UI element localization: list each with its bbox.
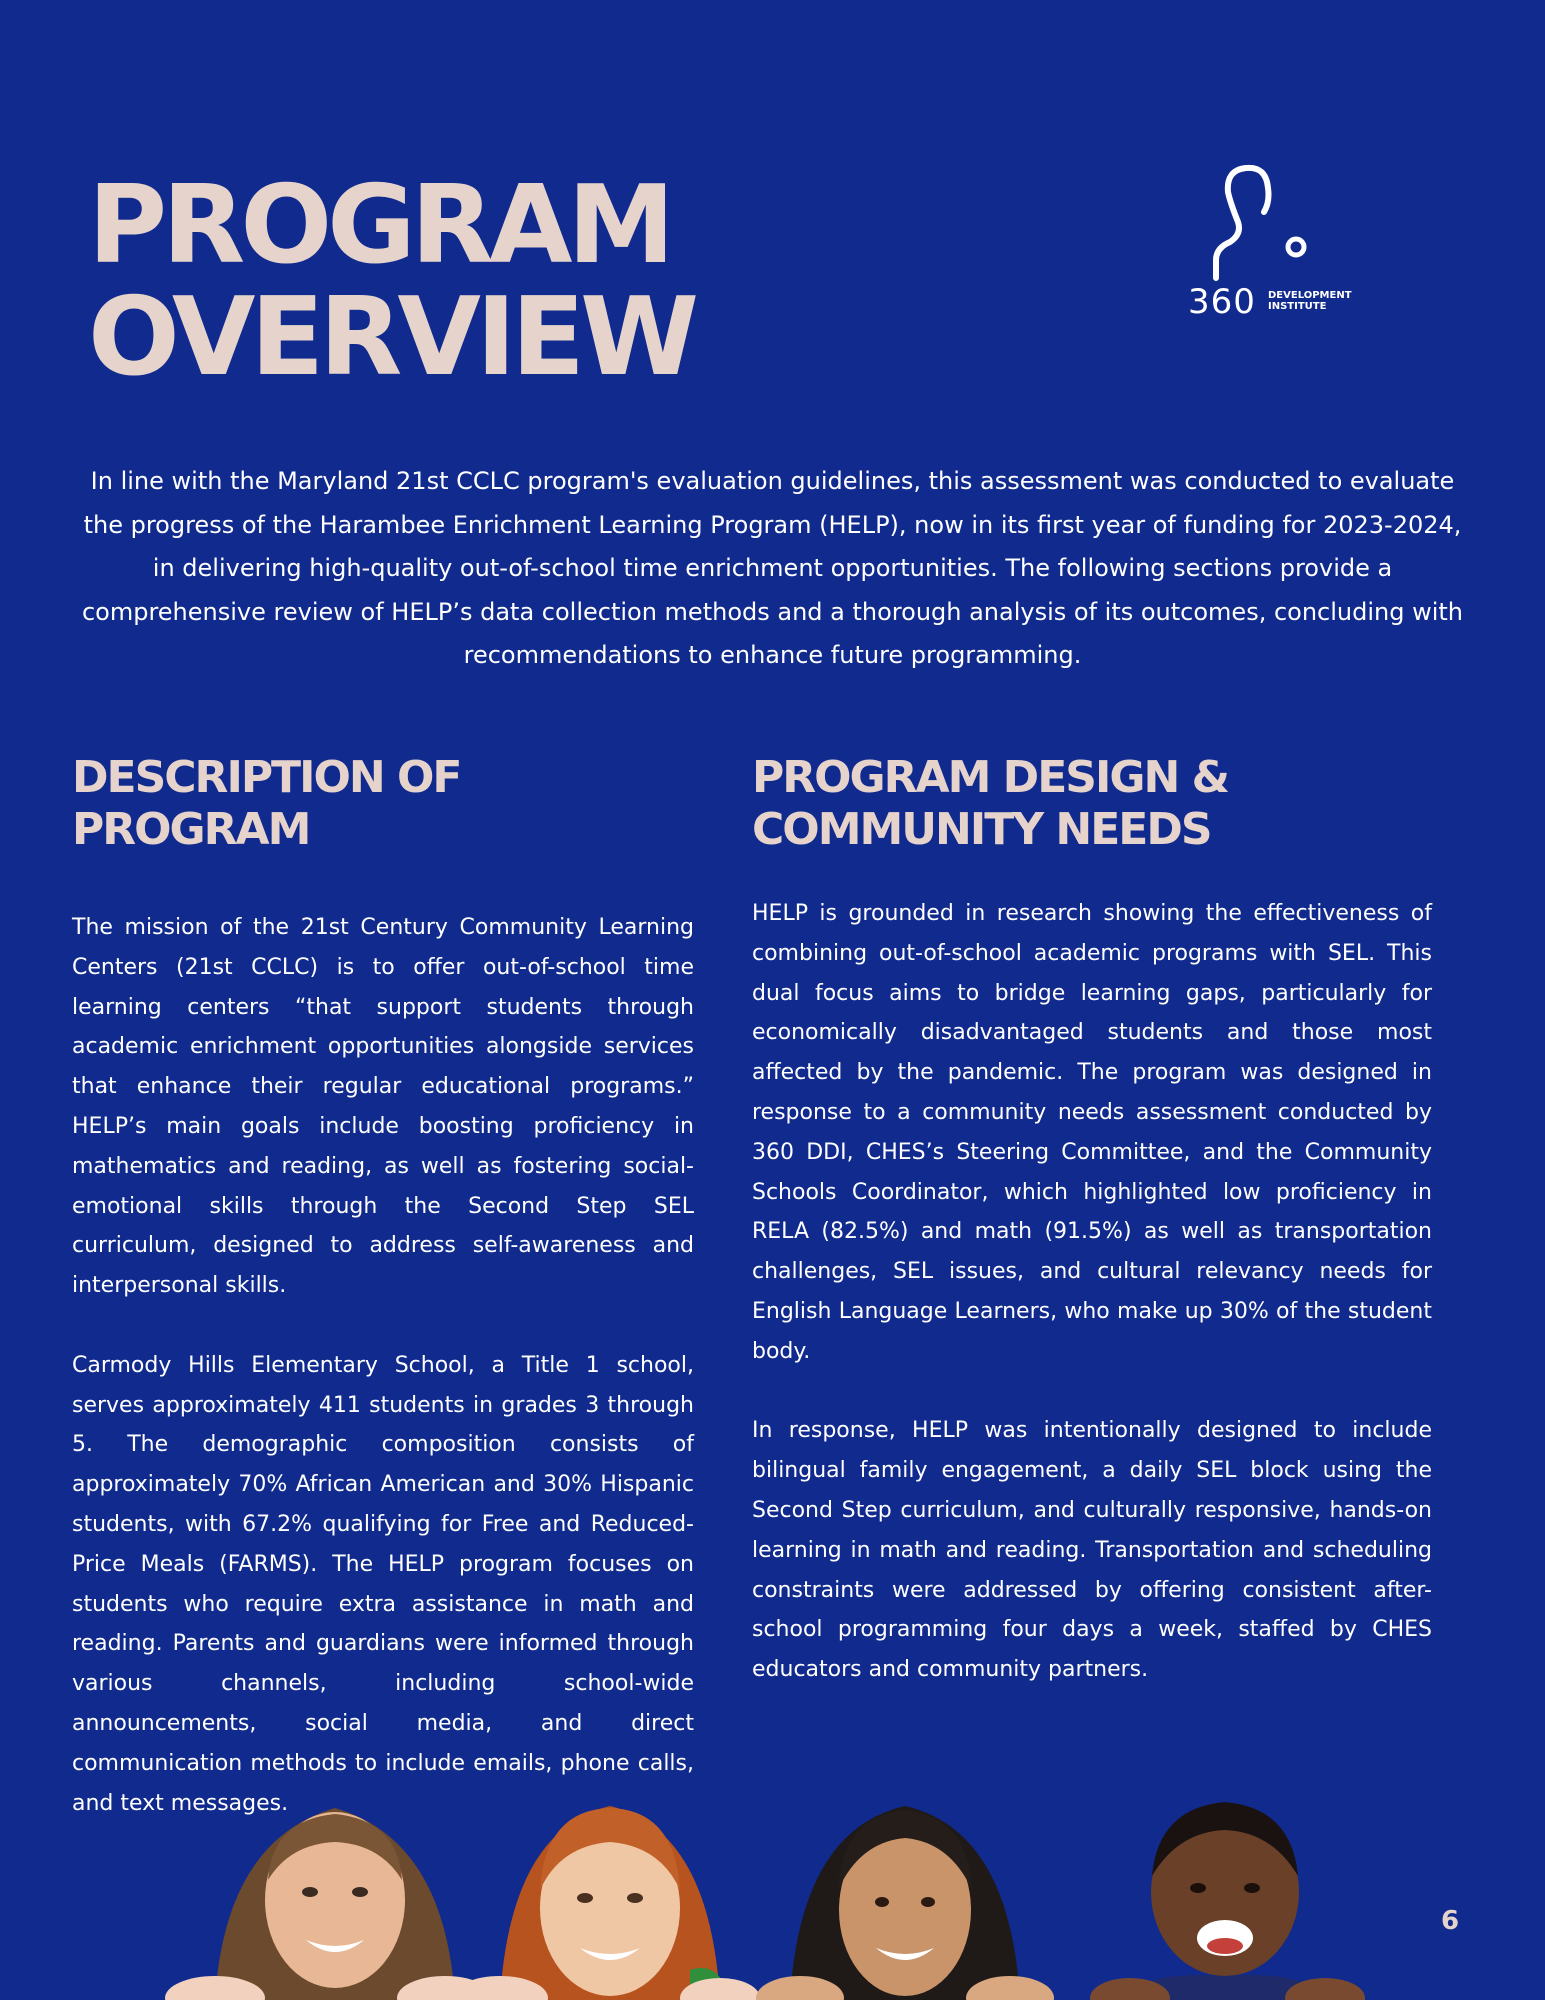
child-3-image: [756, 1806, 1054, 2000]
intro-paragraph: In line with the Maryland 21st CCLC program's evaluation guidelines, this assessment was conducted to evaluate the progress of the Harambee Enrichment Learning Program (HELP), now in its first year of funding for 2023-2024, in delivering high-quality out-of-school time enrichment opportunities. The following sections provide a comprehensive review of HELP’s data collection methods and a thorough analysis of its outcomes, concluding with recommendations to enhance future programming.: [81, 467, 1464, 669]
description-paragraph-2: Carmody Hills Elementary School, a Title 1 school, serves approximately 411 students in grades 3 through 5. The demographic composition consists of approximately 70% African American and 30% Hispanic students, with 67.2% qualifying for Free and Reduced-Price Meals (FARMS). The HELP program focuses on students who require extra assistance in math and reading. Parents and guardians were informed through various channels, including school-wide announcements, social media, and direct communication methods to include emails, phone calls, and text messages.: [72, 1352, 694, 1816]
design-heading-line-2: COMMUNITY NEEDS: [752, 804, 1211, 855]
logo-word-institute: INSTITUTE: [1268, 301, 1327, 312]
description-heading: DESCRIPTION OF PROGRAM: [72, 752, 461, 855]
child-2-image: [452, 1806, 760, 2000]
child-4-image: [1090, 1802, 1365, 2000]
logo-word-development: DEVELOPMENT: [1268, 290, 1352, 301]
logo-wordmark: [1268, 290, 1352, 312]
description-paragraph-1: The mission of the 21st Century Community Learning Centers (21st CCLC) is to offer out-of-school time learning centers “that support students through academic enrichment opportunities alongside services that enhance their regular educational programs.” HELP’s main goals include boosting proficiency in mathematics and reading, as well as fostering social-emotional skills through the Second Step SEL curriculum, designed to address self-awareness and interpersonal skills.: [72, 915, 694, 1299]
logo-360-development-institute: [1180, 160, 1380, 320]
description-section: [72, 752, 694, 1823]
design-paragraph-2: In response, HELP was intentionally designed to include bilingual family engagement, a daily SEL block using the Second Step curriculum, and culturally responsive, hands-on learning in math and reading. Transportation and scheduling constraints were addressed by offering consistent after-school programming four days a week, staffed by CHES educators and community partners.: [752, 1418, 1432, 1683]
page-title: [88, 163, 695, 400]
page-number: 6: [1440, 1906, 1460, 1936]
design-heading-line-1: PROGRAM DESIGN &: [752, 752, 1228, 803]
children-photo: [0, 1780, 1545, 2000]
page-title-line-1: PROGRAM: [88, 163, 670, 288]
design-section: [752, 752, 1432, 1690]
person-mark-icon: [1180, 160, 1380, 285]
page-title-line-2: OVERVIEW: [88, 275, 695, 400]
logo-number: 360: [1188, 282, 1256, 322]
design-paragraph-1: HELP is grounded in research showing the effectiveness of combining out-of-school academic programs with SEL. This dual focus aims to bridge learning gaps, particularly for economically disadvantaged students and those most affected by the pandemic. The program was designed in response to a community needs assessment conducted by 360 DDI, CHES’s Steering Committee, and the Community Schools Coordinator, which highlighted low proficiency in RELA (82.5%) and math (91.5%) as well as transportation challenges, SEL issues, and cultural relevancy needs for English Language Learners, who make up 30% of the student body.: [752, 901, 1432, 1364]
design-heading: [752, 752, 1432, 856]
child-1-image: [165, 1808, 493, 2000]
